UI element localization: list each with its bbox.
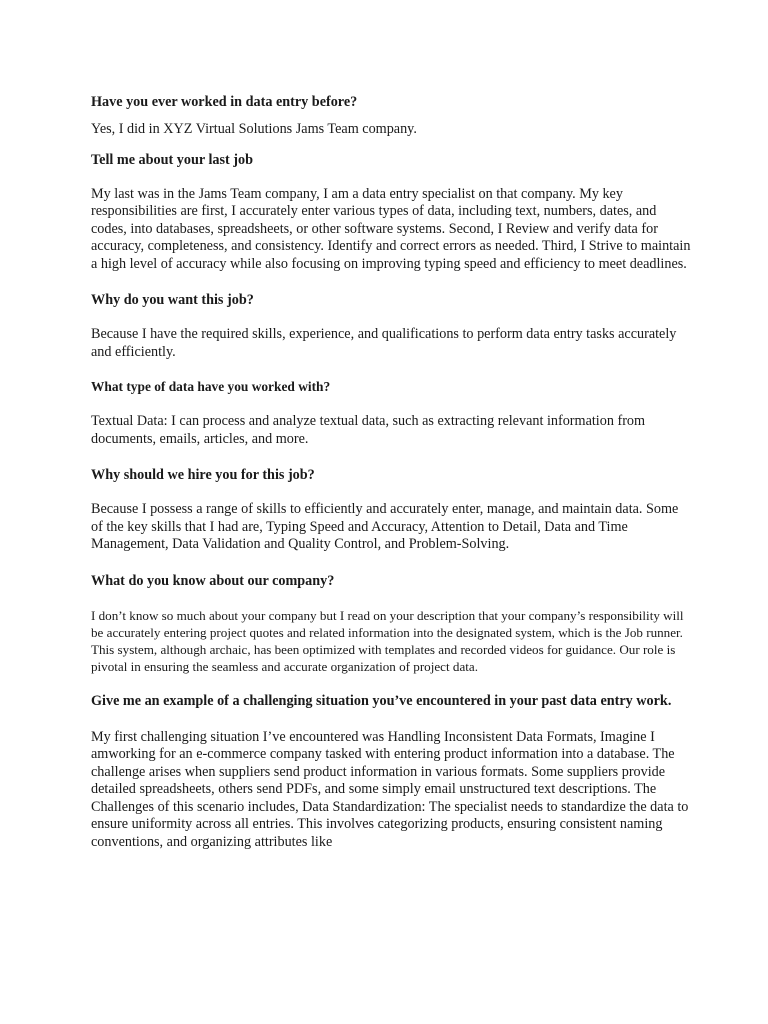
answer-paragraph: Because I have the required skills, experience, and qualifications to perform data entry tasks accurately and efficiently. bbox=[91, 326, 677, 360]
question-heading: Give me an example of a challenging situation you’ve encountered in your past data entry work. bbox=[91, 692, 672, 709]
document-page bbox=[91, 93, 691, 851]
question-heading: Why do you want this job? bbox=[91, 292, 254, 308]
question-heading: Have you ever worked in data entry before? bbox=[91, 94, 358, 110]
question-heading: Tell me about your last job bbox=[91, 151, 253, 168]
answer-paragraph: I don’t know so much about your company but I read on your description that your company’s responsibility will be accurately entering project quotes and related information into the designated system, which is the Job runner. This system, although archaic, has been optimized with templates and recorded videos for guidance. Our role is pivotal in ensuring the seamless and accurate organization of project data. bbox=[91, 607, 684, 674]
question-heading: What type of data have you worked with? bbox=[91, 379, 331, 394]
answer-paragraph: Textual Data: I can process and analyze textual data, such as extracting relevant information from documents, emails, articles, and more. bbox=[91, 413, 646, 447]
answer-paragraph: Yes, I did in XYZ Virtual Solutions Jams Team company. bbox=[91, 121, 417, 137]
answer-paragraph: Because I possess a range of skills to efficiently and accurately enter, manage, and maintain data. Some of the key skills that I had are, Typing Speed and Accuracy, Attention to Detail, Data and Time Management, Data Validation and Quality Control, and Problem-Solving. bbox=[91, 501, 679, 552]
answer-paragraph: My first challenging situation I’ve encountered was Handling Inconsistent Data Formats, Imagine I amworking for an e-commerce company tasked with entering product information into a database. The challenge arises when suppliers send product information in various formats. Some suppliers provide detailed spreadsheets, others send PDFs, and some simply email unstructured text descriptions. The Challenges of this scenario includes, Data Standardization: The specialist needs to standardize the data to ensure uniformity across all entries. This involves categorizing products, ensuring consistent naming conventions, and organizing attributes like bbox=[91, 728, 689, 850]
answer-paragraph: My last was in the Jams Team company, I am a data entry specialist on that company. My key responsibilities are first, I accurately enter various types of data, including text, numbers, dates, and codes, into databases, spreadsheets, or other software systems. Second, I Review and verify data for accuracy, completeness, and consistency. Identify and correct errors as needed. Third, I Strive to maintain a high level of accuracy while also focusing on improving typing speed and efficiency to meet deadlines. bbox=[91, 185, 691, 272]
question-heading: Why should we hire you for this job? bbox=[91, 467, 315, 483]
question-heading: What do you know about our company? bbox=[91, 572, 335, 589]
